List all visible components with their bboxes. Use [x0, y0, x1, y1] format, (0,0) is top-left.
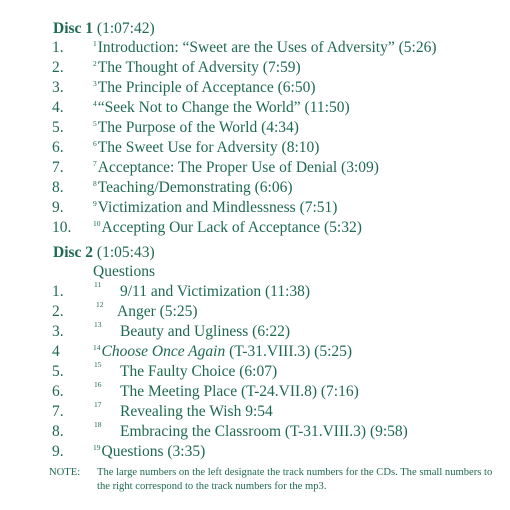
- track-title: Teaching/Demonstrating (6:06): [97, 179, 293, 196]
- cd-track-number: 7.: [52, 159, 64, 176]
- mp3-track-number: 9: [93, 199, 97, 208]
- disc1-track-row: [0, 218, 510, 238]
- track-title: Anger (5:25): [117, 303, 198, 320]
- disc2-track-row: [0, 342, 510, 362]
- note-label: NOTE:: [49, 467, 81, 478]
- cd-track-number: 6.: [52, 383, 64, 400]
- mp3-track-number: 8: [93, 179, 97, 188]
- disc1-title: Disc 1: [53, 20, 94, 37]
- cd-track-number: 1.: [52, 283, 64, 300]
- disc1-track-row: [0, 38, 510, 58]
- track-title: Acceptance: The Proper Use of Denial (3:09): [97, 159, 379, 176]
- disc2-track-row: [0, 442, 510, 462]
- mp3-track-number: 19: [93, 443, 101, 452]
- cd-track-number: 9.: [52, 443, 64, 460]
- mp3-track-number: 2: [93, 59, 97, 68]
- track-title: Revealing the Wish 9:54: [120, 403, 273, 420]
- mp3-track-number: 18: [94, 420, 102, 429]
- mp3-track-number: 6: [93, 139, 97, 148]
- cd-track-number: 4: [52, 343, 60, 360]
- disc1-track-row: [0, 138, 510, 158]
- disc1-track-row: [0, 98, 510, 118]
- cd-track-number: 3.: [52, 79, 64, 96]
- cd-track-number: 3.: [52, 323, 64, 340]
- disc1-track-row: [0, 178, 510, 198]
- disc1-duration: (1:07:42): [96, 20, 155, 37]
- mp3-track-number: 11: [94, 280, 102, 289]
- track-title: Accepting Our Lack of Acceptance (5:32): [101, 219, 362, 236]
- mp3-track-number: 3: [93, 79, 97, 88]
- track-title: The Thought of Adversity (7:59): [97, 59, 301, 76]
- disc1-track-row: [0, 58, 510, 78]
- disc2-track-row: [0, 322, 510, 342]
- disc1-track-row: [0, 118, 510, 138]
- disc2-track-row: [0, 282, 510, 302]
- track-title: The Purpose of the World (4:34): [97, 119, 299, 136]
- cd-track-number: 9.: [52, 199, 64, 216]
- track-title: The Faulty Choice (6:07): [120, 363, 278, 380]
- track-title: Questions (3:35): [101, 443, 206, 460]
- cd-track-number: 6.: [52, 139, 64, 156]
- track-title: The Principle of Acceptance (6:50): [97, 79, 316, 96]
- track-title: (T-31.VIII.3) (5:25): [225, 343, 353, 360]
- mp3-track-number: 5: [93, 119, 97, 128]
- track-title: The Meeting Place (T-24.VII.8) (7:16): [120, 383, 359, 400]
- track-title: The Sweet Use for Adversity (8:10): [97, 139, 320, 156]
- disc2-track-row: [0, 422, 510, 442]
- cd-track-number: 8.: [52, 423, 64, 440]
- mp3-track-number: 17: [94, 400, 102, 409]
- disc1-heading: [53, 20, 155, 38]
- mp3-track-number: 12: [96, 300, 104, 309]
- cd-track-number: 10.: [52, 219, 72, 236]
- disc2-heading: [53, 244, 155, 262]
- cd-track-number: 2.: [52, 303, 64, 320]
- disc2-track-row: [0, 402, 510, 422]
- disc1-track-row: [0, 198, 510, 218]
- mp3-track-number: 10: [93, 219, 101, 228]
- disc1-track-row: [0, 78, 510, 98]
- mp3-track-number: 4: [93, 99, 97, 108]
- cd-track-number: 1.: [52, 39, 64, 56]
- disc2-track-row: [0, 302, 510, 322]
- track-title: Victimization and Mindlessness (7:51): [97, 199, 338, 216]
- disc1-track-row: [0, 158, 510, 178]
- track-title: Embracing the Classroom (T-31.VIII.3) (9:58): [120, 423, 408, 440]
- cd-track-number: 5.: [52, 119, 64, 136]
- mp3-track-number: 7: [93, 159, 97, 168]
- mp3-track-number: 16: [94, 380, 102, 389]
- cd-track-number: 4.: [52, 99, 64, 116]
- track-title: Beauty and Ugliness (6:22): [120, 323, 291, 340]
- mp3-track-number: 14: [93, 343, 101, 352]
- track-title: 9/11 and Victimization (11:38): [120, 283, 311, 300]
- mp3-track-number: 1: [93, 39, 97, 48]
- disc2-track-row: [0, 382, 510, 402]
- disc2-duration: (1:05:43): [96, 244, 155, 261]
- track-title: Introduction: “Sweet are the Uses of Adversity” (5:26): [97, 39, 437, 56]
- disc2-track-row: [0, 362, 510, 382]
- mp3-track-number: 13: [94, 320, 102, 329]
- note-text: The large numbers on the left designate the track numbers for the CDs. The small numbers to the right correspond to the track numbers for the mp3.: [97, 467, 493, 492]
- track-title-italic: Choose Once Again: [101, 343, 226, 360]
- cd-track-number: 2.: [52, 59, 64, 76]
- cd-track-number: 7.: [52, 403, 64, 420]
- questions-label: Questions: [93, 263, 155, 280]
- cd-track-number: 8.: [52, 179, 64, 196]
- track-title: “Seek Not to Change the World” (11:50): [97, 99, 350, 116]
- cd-track-number: 5.: [52, 363, 64, 380]
- mp3-track-number: 15: [94, 360, 102, 369]
- disc2-title: Disc 2: [53, 244, 94, 261]
